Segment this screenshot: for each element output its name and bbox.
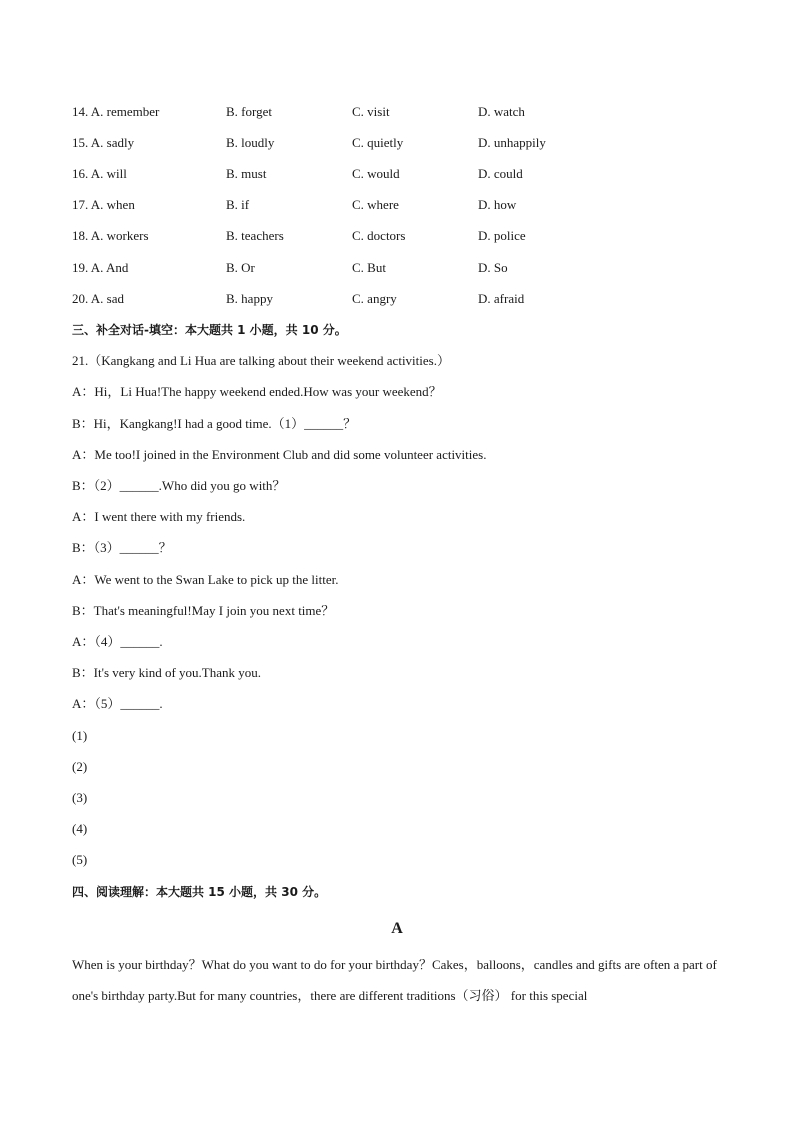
section-heading: 三、补全对话-填空：本大题共 1 小题，共 10 分。: [72, 323, 347, 337]
answer-line-4: (4): [72, 821, 88, 836]
option-d: D. could: [478, 166, 523, 181]
dialogue-line: A：We went to the Swan Lake to pick up the litter.: [72, 572, 339, 587]
dialogue-line: B：That's meaningful!May I join you next time？: [72, 603, 335, 618]
dialogue-line: B：It's very kind of you.Thank you.: [72, 665, 262, 680]
option-d: D. police: [478, 228, 526, 243]
option-row-20: [72, 289, 712, 309]
option-a: 17. A. when: [72, 197, 135, 212]
question-stem: 21.（Kangkang and Li Hua are talking about their weekend activities.）: [72, 353, 450, 368]
option-d: D. watch: [478, 104, 525, 119]
dialogue-line: B：（3）______？: [72, 540, 172, 555]
option-b: B. if: [226, 197, 250, 212]
option-d: D. how: [478, 197, 517, 212]
option-row-16: [72, 164, 712, 184]
option-c: C. visit: [352, 104, 390, 119]
option-c: C. where: [352, 197, 399, 212]
answer-line-2: (2): [72, 759, 88, 774]
answer-line-1: (1): [72, 728, 88, 743]
option-d: D. afraid: [478, 291, 525, 306]
dialogue-line: B：Hi，Kangkang!I had a good time.（1）______？: [72, 416, 357, 431]
option-c: C. quietly: [352, 135, 404, 150]
option-b: B. loudly: [226, 135, 275, 150]
answer-line-3: (3): [72, 790, 88, 805]
dialogue-line: A：Me too!I joined in the Environment Club and did some volunteer activities.: [72, 447, 487, 462]
option-row-14: [72, 102, 712, 122]
option-a: 20. A. sad: [72, 291, 124, 306]
option-b: B. happy: [226, 291, 273, 306]
dialogue-line: A：Hi，Li Hua!The happy weekend ended.How was your weekend？: [72, 384, 442, 399]
option-b: B. must: [226, 166, 267, 181]
option-row-18: [72, 226, 712, 246]
option-row-19: [72, 258, 712, 278]
option-a: 15. A. sadly: [72, 135, 135, 150]
answer-line-5: (5): [72, 852, 88, 867]
section-heading: 四、阅读理解：本大题共 15 小题，共 30 分。: [72, 885, 327, 899]
dialogue-line: A：（5）______.: [72, 696, 163, 711]
option-b: B. forget: [226, 104, 272, 119]
option-a: 19. A. And: [72, 260, 129, 275]
option-b: B. teachers: [226, 228, 284, 243]
option-c: C. angry: [352, 291, 397, 306]
option-c: C. But: [352, 260, 386, 275]
option-d: D. So: [478, 260, 508, 275]
dialogue-line: A：（4）______.: [72, 634, 163, 649]
passage-text: When is your birthday？What do you want to do for your birthday？Cakes，balloons，candles and gifts are often a part of one's birthday party.But for many countries，there are different traditions（习俗） for this special: [72, 957, 717, 1003]
option-a: 14. A. remember: [72, 104, 160, 119]
option-row-15: [72, 133, 712, 153]
option-d: D. unhappily: [478, 135, 546, 150]
option-a: 18. A. workers: [72, 228, 149, 243]
dialogue-line: A：I went there with my friends.: [72, 509, 246, 524]
option-row-17: [72, 195, 712, 215]
option-c: C. would: [352, 166, 400, 181]
passage-title: A: [391, 920, 403, 937]
dialogue-line: B：（2）______.Who did you go with？: [72, 478, 286, 493]
option-a: 16. A. will: [72, 166, 127, 181]
option-b: B. Or: [226, 260, 255, 275]
option-c: C. doctors: [352, 228, 406, 243]
